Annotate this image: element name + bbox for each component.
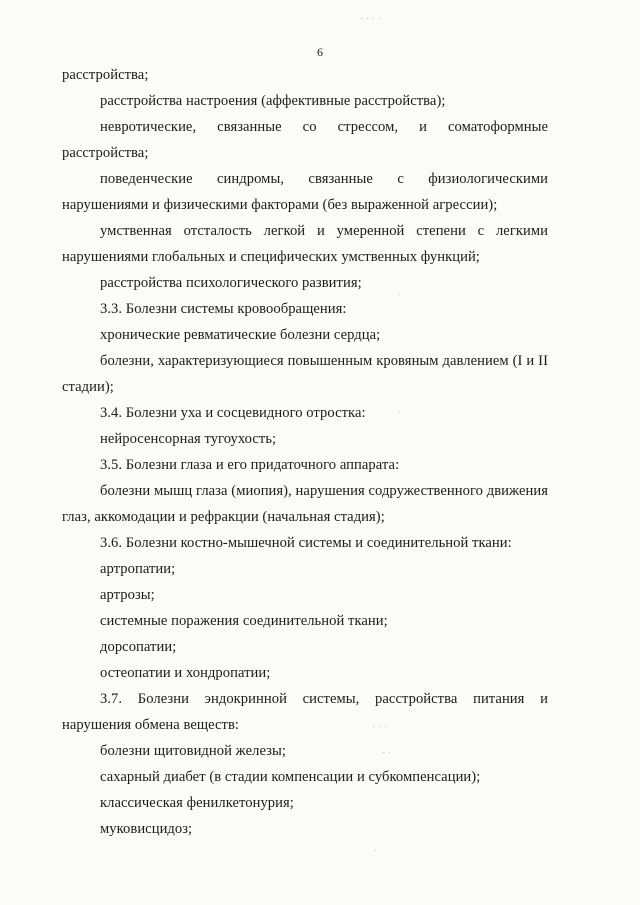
scan-artifact: · bbox=[398, 407, 402, 418]
section-3-4-heading: 3.4. Болезни уха и сосцевидного отростка: bbox=[100, 405, 366, 421]
page-number: 6 bbox=[317, 45, 323, 59]
paragraph-neurotic-disorders: невротические, связанные со стрессом, и соматоформные расстройства; bbox=[62, 119, 548, 161]
paragraph-sensorineural-hearing-loss: нейросенсорная тугоухость; bbox=[100, 431, 277, 447]
paragraph-hypertension: болезни, характеризующиеся повышенным кровяным давлением (I и II стадии); bbox=[62, 353, 548, 395]
scan-artifact: · · · bbox=[372, 722, 387, 733]
paragraph-psychological-development: расстройства психологического развития; bbox=[100, 275, 362, 291]
paragraph-disorders-continuation: расстройства; bbox=[62, 67, 149, 83]
document-body bbox=[62, 62, 548, 842]
section-3-7-heading: 3.7. Болезни эндокринной системы, расстройства питания и нарушения обмена веществ: bbox=[62, 691, 548, 733]
paragraph-phenylketonuria: классическая фенилкетонурия; bbox=[100, 795, 294, 811]
paragraph-diabetes: сахарный диабет (в стадии компенсации и субкомпенсации); bbox=[100, 769, 481, 785]
scan-artifact: · · · · bbox=[360, 14, 381, 25]
scan-artifact: · bbox=[398, 290, 402, 301]
paragraph-arthropathies: артропатии; bbox=[100, 561, 176, 577]
paragraph-arthroses: артрозы; bbox=[100, 587, 155, 603]
paragraph-connective-tissue-lesions: системные поражения соединительной ткани; bbox=[100, 613, 388, 629]
paragraph-dorsopathies: дорсопатии; bbox=[100, 639, 177, 655]
paragraph-cystic-fibrosis: муковисцидоз; bbox=[100, 821, 193, 837]
paragraph-osteopathies: остеопатии и хондропатии; bbox=[100, 665, 271, 681]
paragraph-mental-retardation: умственная отсталость легкой и умеренной степени с легкими нарушениями глобальных и специфических умственных функций; bbox=[62, 223, 548, 265]
paragraph-behavioral-syndromes: поведенческие синдромы, связанные с физиологическими нарушениями и физическими факторами (без выраженной агрессии); bbox=[62, 171, 548, 213]
scan-artifact: · · bbox=[382, 748, 392, 759]
section-3-6-heading: 3.6. Болезни костно-мышечной системы и соединительной ткани: bbox=[100, 535, 512, 551]
paragraph-thyroid-diseases: болезни щитовидной железы; bbox=[100, 743, 286, 759]
section-3-5-heading: 3.5. Болезни глаза и его придаточного аппарата: bbox=[100, 457, 400, 473]
section-3-3-heading: 3.3. Болезни системы кровообращения: bbox=[100, 301, 347, 317]
paragraph-mood-disorders: расстройства настроения (аффективные расстройства); bbox=[100, 93, 446, 109]
paragraph-eye-muscle-diseases: болезни мышц глаза (миопия), нарушения содружественного движения глаз, аккомодации и рефракции (начальная стадия); bbox=[62, 483, 548, 525]
scan-artifact: · bbox=[374, 846, 378, 857]
paragraph-rheumatic-heart: хронические ревматические болезни сердца; bbox=[100, 327, 381, 343]
